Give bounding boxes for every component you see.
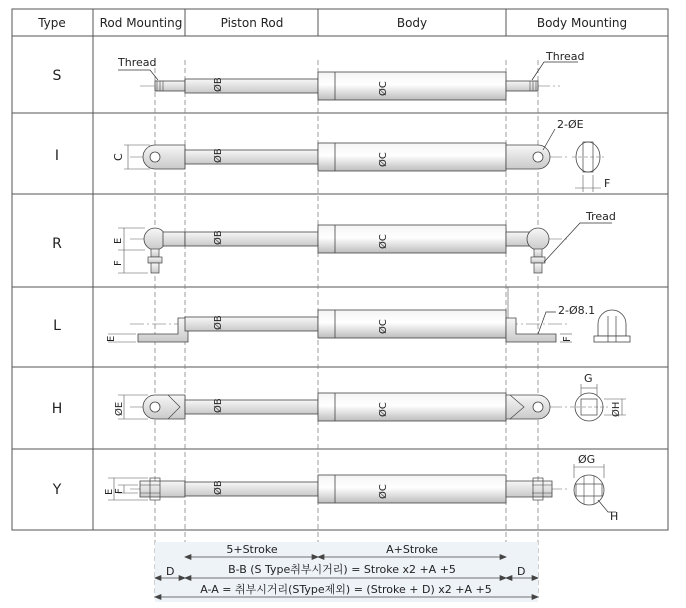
label-dia-b: ØB bbox=[213, 315, 224, 330]
spring-type-y bbox=[104, 453, 618, 523]
label-h: H bbox=[610, 510, 619, 523]
label-dia-c: ØC bbox=[378, 81, 389, 96]
label-dia-b: ØB bbox=[213, 230, 224, 245]
dim-5-stroke: 5+Stroke bbox=[226, 543, 278, 556]
type-code-i: I bbox=[54, 148, 60, 164]
label-two-dia-81: 2-Ø8.1 bbox=[558, 304, 596, 317]
header-rod-mounting: Rod Mounting bbox=[99, 16, 183, 30]
label-dia-c: ØC bbox=[378, 484, 389, 499]
label-dia-b: ØB bbox=[213, 77, 224, 92]
label-dia-c: ØC bbox=[378, 402, 389, 417]
type-code-r: R bbox=[52, 236, 62, 252]
spring-type-s bbox=[117, 50, 584, 100]
label-dia-h: ØH bbox=[611, 401, 622, 417]
label-dia-c: ØC bbox=[378, 152, 389, 167]
dim-aa-formula: A-A = 취부시거리(SType제외) = (Stroke + D) x2 +A +5 bbox=[200, 583, 492, 596]
dim-a-stroke: A+Stroke bbox=[386, 543, 438, 556]
label-dia-c: ØC bbox=[378, 319, 389, 334]
header-body: Body bbox=[396, 16, 428, 30]
label-c: C bbox=[112, 153, 125, 161]
label-f: F bbox=[114, 488, 125, 494]
type-code-h: H bbox=[51, 401, 63, 417]
label-thread-right: Thread bbox=[546, 50, 585, 63]
dim-d-right: D bbox=[517, 565, 526, 578]
label-f: F bbox=[113, 260, 124, 266]
type-code-l: L bbox=[53, 318, 61, 334]
label-dia-c: ØC bbox=[378, 234, 389, 249]
label-g: G bbox=[584, 372, 593, 385]
label-tread: Tread bbox=[586, 210, 616, 223]
dim-bb-formula: B-B (S Type취부시거리) = Stroke x2 +A +5 bbox=[228, 563, 456, 576]
spring-type-i bbox=[112, 118, 610, 192]
type-code-s: S bbox=[52, 68, 62, 84]
label-e: E bbox=[113, 237, 124, 244]
header-type: Type bbox=[38, 16, 66, 30]
label-dia-g: ØG bbox=[578, 453, 596, 466]
table-header bbox=[37, 16, 627, 30]
label-e: E bbox=[106, 335, 117, 342]
type-code-y: Y bbox=[52, 482, 62, 498]
header-piston-rod: Piston Rod bbox=[220, 16, 284, 30]
label-dia-b: ØB bbox=[213, 480, 224, 495]
label-two-dia-e: 2-ØE bbox=[557, 118, 584, 131]
dim-d-left: D bbox=[166, 565, 175, 578]
label-f: F bbox=[604, 177, 611, 190]
label-dia-b: ØB bbox=[213, 148, 224, 163]
label-thread-left: Thread bbox=[118, 56, 157, 69]
spring-type-h bbox=[113, 372, 626, 421]
spring-type-r bbox=[113, 210, 616, 273]
spring-type-l bbox=[106, 287, 630, 342]
overall-dimensions bbox=[155, 542, 538, 602]
type-column bbox=[52, 68, 63, 498]
label-e: E bbox=[104, 488, 115, 495]
header-body-mounting: Body Mounting bbox=[536, 16, 628, 30]
label-f: F bbox=[562, 336, 573, 342]
label-dia-b: ØB bbox=[213, 398, 224, 413]
label-dia-e: ØE bbox=[114, 401, 125, 416]
